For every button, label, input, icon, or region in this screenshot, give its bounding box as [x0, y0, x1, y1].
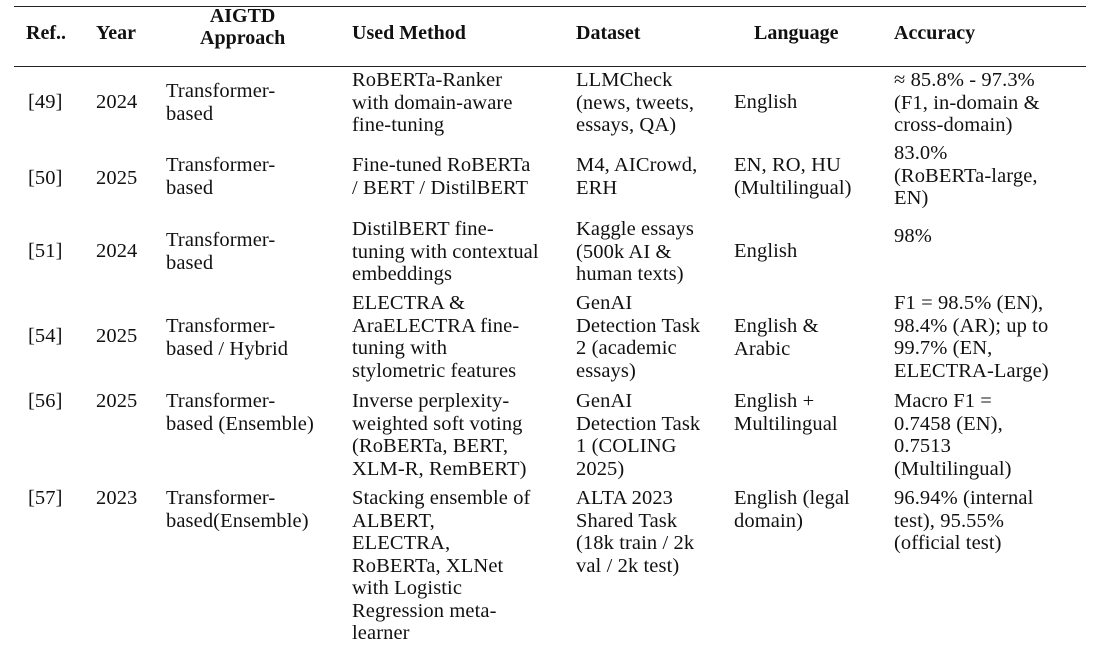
cell-method: DistilBERT fine- tuning with contextual embeddings — [352, 218, 539, 285]
cell-approach: Transformer- based (Ensemble) — [166, 390, 314, 435]
header-ref: Ref.. — [26, 22, 66, 44]
cell-dataset: LLMCheck (news, tweets, essays, QA) — [576, 69, 695, 136]
cell-dataset: M4, AICrowd, ERH — [576, 154, 698, 199]
header-year: Year — [96, 22, 136, 44]
cell-method: Inverse perplexity- weighted soft voting (RoBERTa, BERT, XLM-R, RemBERT) — [352, 390, 527, 480]
cell-dataset: ALTA 2023 Shared Task (18k train / 2k val / 2k test) — [576, 487, 695, 577]
cell-approach: Transformer- based — [166, 154, 276, 199]
cell-ref: [49] — [28, 91, 63, 113]
cell-approach: Transformer- based / Hybrid — [166, 315, 289, 360]
header-dataset: Dataset — [576, 22, 641, 44]
cell-approach: Transformer- based — [166, 229, 276, 274]
cell-year: 2024 — [96, 240, 138, 262]
cell-accuracy: F1 = 98.5% (EN), 98.4% (AR); up to 99.7% (EN, ELECTRA-Large) — [894, 292, 1049, 382]
header-method: Used Method — [352, 22, 466, 44]
cell-year: 2025 — [96, 325, 138, 347]
cell-language: EN, RO, HU (Multilingual) — [734, 154, 852, 199]
cell-ref: [51] — [28, 240, 63, 262]
cell-accuracy: 96.94% (internal test), 95.55% (official test) — [894, 487, 1034, 554]
cell-year: 2025 — [96, 390, 138, 412]
cell-ref: [50] — [28, 167, 63, 189]
cell-method: ELECTRA & AraELECTRA fine- tuning with stylometric features — [352, 292, 520, 382]
top-rule — [14, 6, 1086, 7]
cell-approach: Transformer- based — [166, 80, 276, 125]
cell-dataset: GenAI Detection Task 1 (COLING 2025) — [576, 390, 701, 480]
cell-ref: [54] — [28, 325, 63, 347]
cell-language: English (legal domain) — [734, 487, 850, 532]
cell-approach: Transformer- based(Ensemble) — [166, 487, 309, 532]
cell-ref: [56] — [28, 390, 63, 412]
cell-dataset: Kaggle essays (500k AI & human texts) — [576, 218, 695, 285]
cell-method: RoBERTa-Ranker with domain-aware fine-tuning — [352, 69, 513, 136]
header-accuracy: Accuracy — [894, 22, 976, 44]
cell-language: English + Multilingual — [734, 390, 838, 435]
cell-accuracy: ≈ 85.8% - 97.3% (F1, in-domain & cross-domain) — [894, 69, 1040, 136]
cell-year: 2023 — [96, 487, 138, 509]
cell-accuracy: Macro F1 = 0.7458 (EN), 0.7513 (Multilingual) — [894, 390, 1012, 480]
header-approach: AIGTD Approach — [200, 5, 286, 49]
cell-dataset: GenAI Detection Task 2 (academic essays) — [576, 292, 701, 382]
cell-language: English & Arabic — [734, 315, 819, 360]
cell-language: English — [734, 91, 798, 113]
cell-year: 2025 — [96, 167, 138, 189]
cell-method: Stacking ensemble of ALBERT, ELECTRA, RoBERTa, XLNet with Logistic Regression meta- learner — [352, 487, 531, 644]
cell-method: Fine-tuned RoBERTa / BERT / DistilBERT — [352, 154, 531, 199]
cell-year: 2024 — [96, 91, 138, 113]
header-rule — [14, 66, 1086, 67]
cell-ref: [57] — [28, 487, 63, 509]
header-language: Language — [754, 22, 839, 44]
cell-accuracy: 83.0% (RoBERTa-large, EN) — [894, 142, 1038, 209]
cell-language: English — [734, 240, 798, 262]
cell-accuracy: 98% — [894, 225, 932, 247]
